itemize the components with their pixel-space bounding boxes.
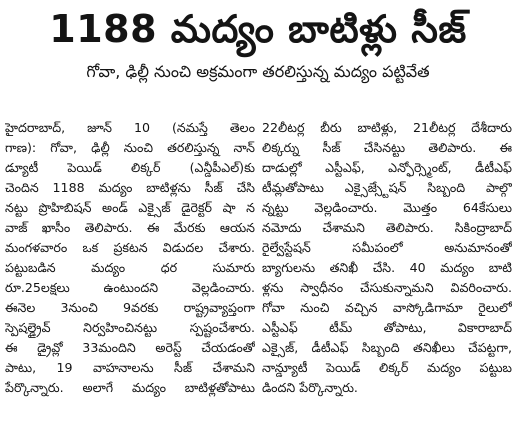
article-line: గాణ): గోవా, ఢిల్లీ నుంచి తరలిస్తున్న నాన్ [5, 140, 255, 155]
article-line: పట్టుబడిన మద్యం ధర సుమారు [5, 260, 255, 275]
article-line: న్నట్టు వెల్లడించారు. మొత్తం 64కేసులు [262, 200, 512, 215]
article-line: స్పెషల్డ్రైవ్ నిర్వహించినట్టు స్పష్టంచేశారు. [5, 320, 255, 335]
article-line: రైల్వేస్టేషన్ సమీపంలో అనుమానంతో [262, 240, 512, 255]
subheadline: గోవా, ఢిల్లీ నుంచి అక్రమంగా తరలిస్తున్న మద్యం పట్టివేత [86, 62, 430, 81]
headline: 1188 మద్యం బాటిళ్లు సీజ్ [49, 7, 467, 51]
article-line: చెందిన 1188 మద్యం బాటిళ్లను సీజ్ చేసి [5, 180, 255, 195]
article-line: హైదరాబాద్, జూన్ 10 (నమస్తే తెలం [5, 120, 255, 135]
article-line: లిక్కర్ను సీజ్ చేసినట్టు తెలిపారు. ఈ [262, 140, 512, 155]
article-column-left [5, 118, 255, 398]
article-line: టీమ్లతోపాటు ఎక్సైజ్స్టేషన్ సిబ్బంది పాల్గొ [262, 180, 512, 195]
article-line: గోవా నుంచి వచ్చిన వాస్కోడిగామా రైలులో [262, 300, 512, 315]
article-line: దాడుల్లో ఎస్టీఎఫ్, ఎన్ఫోర్స్మెంట్, డీటీఎఫ్ [262, 160, 512, 175]
article-line: ళ్లను స్వాధీనం చేసుకున్నామని వివరించారు. [262, 280, 512, 295]
article-line: బ్యాగులను తనిఖీ చేసి. 40 మద్యం బాటి [262, 260, 512, 275]
article-line: ఎస్టీఎఫ్ టీమ్ తోపాటు, వికారాబాద్ [262, 320, 512, 335]
article-line: నమోదు చేశామని తెలిపారు. సికింద్రాబాద్ [262, 220, 512, 235]
article-line: ఈ డ్రైవ్లో 33మందిని అరెస్ట్ చేయడంతో [5, 340, 255, 355]
article-column-right [262, 118, 512, 398]
article-line: ఎక్సైజ్, డీటీఎఫ్ సిబ్బంది తనిఖీలు చేపట్టగా, [262, 340, 512, 355]
article-line: నాన్డ్యూటీ పెయిడ్ లిక్కర్ మద్యం పట్టుబ [262, 360, 512, 375]
article-line: మంగళవారం ఒక ప్రకటన విడుదల చేశారు. [5, 240, 255, 255]
article-line: డ్యూటీ పెయిడ్ లిక్కర్ (ఎన్డీపీఎల్)కు [5, 160, 255, 175]
article-line: రూ.25లక్షలు ఉంటుందని వెల్లడించారు. [5, 280, 255, 295]
article-line: వాజ్ ఖాసీం తెలిపారు. ఈ మేరకు ఆయన [5, 220, 255, 235]
article-line: పాటు, 19 వాహనాలను సీజ్ చేశామని [5, 360, 255, 375]
article-line: పేర్కొన్నారు. అలాగే మద్యం బాటిళ్లతోపాటు [5, 380, 255, 395]
article-line: ఈనెల 3నుంచి 9వరకు రాష్ట్రవ్యాప్తంగా [5, 300, 255, 315]
article-line: డిందని పేర్కొన్నారు. [262, 380, 358, 395]
article-line: 22లీటర్ల బీరు బాటిళ్లు, 21లీటర్ల దేశీదారు [262, 120, 512, 135]
article-line: నట్టు ప్రొహిబిషన్ అండ్ ఎక్సైజ్ డైరెక్టర్ షా న [5, 200, 255, 215]
